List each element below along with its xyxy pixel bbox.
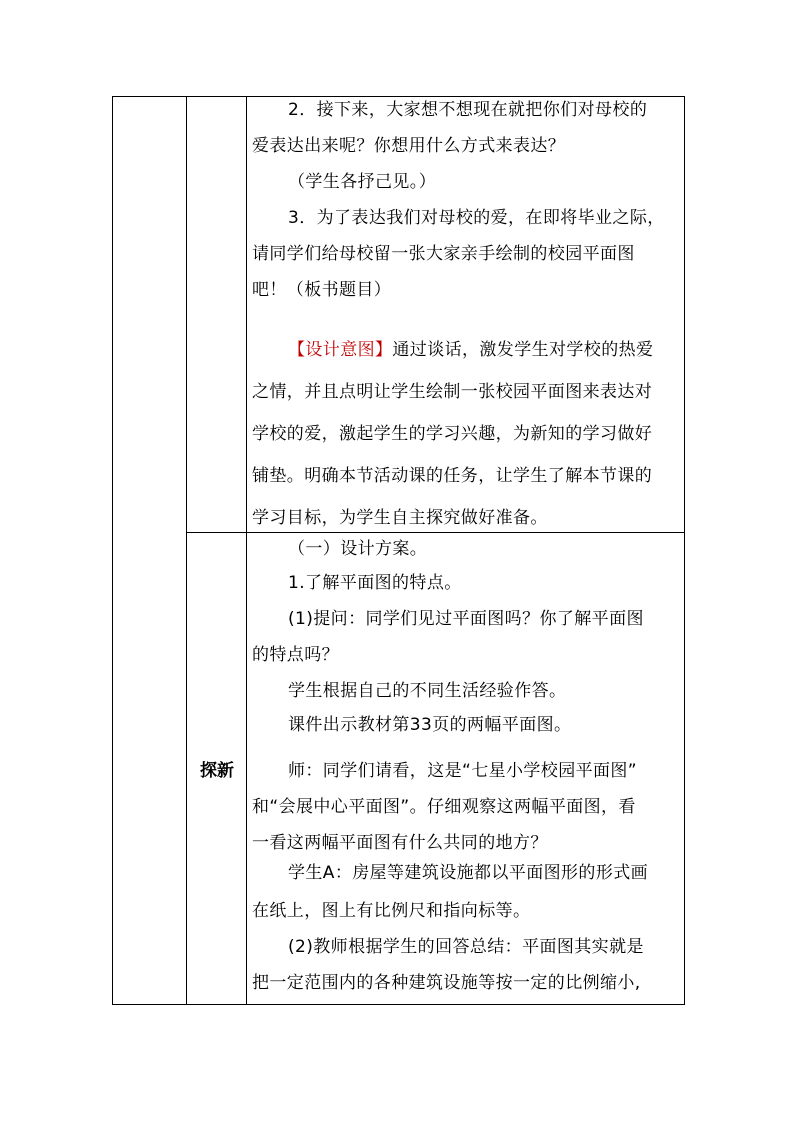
paragraph-line: 吧！（板书题目） — [252, 280, 392, 300]
column-divider-1 — [186, 96, 187, 1005]
paragraph-line: 请同学们给母校留一张大家亲手绘制的校园平面图 — [252, 244, 635, 264]
paragraph-line: 学生根据自己的不同生活经验作答。 — [288, 681, 567, 701]
design-intent-line: 学校的爱，激起学生的学习兴趣，为新知的学习做好 — [252, 424, 653, 444]
paragraph-line: 的特点吗？ — [252, 645, 339, 665]
design-intent-line — [252, 330, 680, 370]
paragraph-line: 2．接下来，大家想不想现在就把你们对母校的 — [288, 100, 648, 120]
paragraph-line: 1.了解平面图的特点。 — [288, 573, 462, 593]
paragraph-line: 把一定范围内的各种建筑设施等按一定的比例缩小, — [252, 973, 641, 993]
paragraph-line: (1)提问：同学们见过平面图吗？你了解平面图 — [288, 609, 644, 629]
design-intent-line: 铺垫。明确本节活动课的任务，让学生了解本节课的 — [252, 466, 653, 486]
paragraph-line: 师：同学们请看，这是“七星小学校园平面图” — [288, 761, 638, 781]
design-intent-line: 之情，并且点明让学生绘制一张校园平面图来表达对 — [252, 382, 653, 402]
section-label-tanxin: 探新 — [200, 761, 234, 781]
table-right-border — [684, 96, 685, 1005]
design-intent-line: 学习目标，为学生自主探究做好准备。 — [252, 508, 548, 528]
paragraph-line: (2)教师根据学生的回答总结：平面图其实就是 — [288, 937, 644, 957]
column-divider-2 — [246, 96, 247, 1005]
paragraph-line: 和“会展中心平面图”。仔细观察这两幅平面图，看 — [252, 797, 636, 817]
design-intent-tag: 【设计意图】 — [288, 340, 393, 360]
design-intent-text: 通过谈话，激发学生对学校的热爱 — [392, 340, 654, 360]
paragraph-line: 学生A：房屋等建筑设施都以平面图形的形式画 — [288, 863, 649, 883]
paragraph-line: 3．为了表达我们对母校的爱，在即将毕业之际， — [288, 208, 665, 228]
paragraph-line: 课件出示教材第33页的两幅平面图。 — [288, 715, 572, 735]
table-bottom-border — [112, 1004, 685, 1005]
paragraph-line: 爱表达出来呢？你想用什么方式来表达？ — [252, 136, 566, 156]
paragraph-line: 一看这两幅平面图有什么共同的地方？ — [252, 833, 548, 853]
paragraph-line: （学生各抒己见。） — [288, 172, 437, 192]
paragraph-line: 在纸上，图上有比例尺和指向标等。 — [252, 901, 531, 921]
paragraph-line: （一）设计方案。 — [288, 539, 428, 559]
table-left-border — [112, 96, 113, 1005]
